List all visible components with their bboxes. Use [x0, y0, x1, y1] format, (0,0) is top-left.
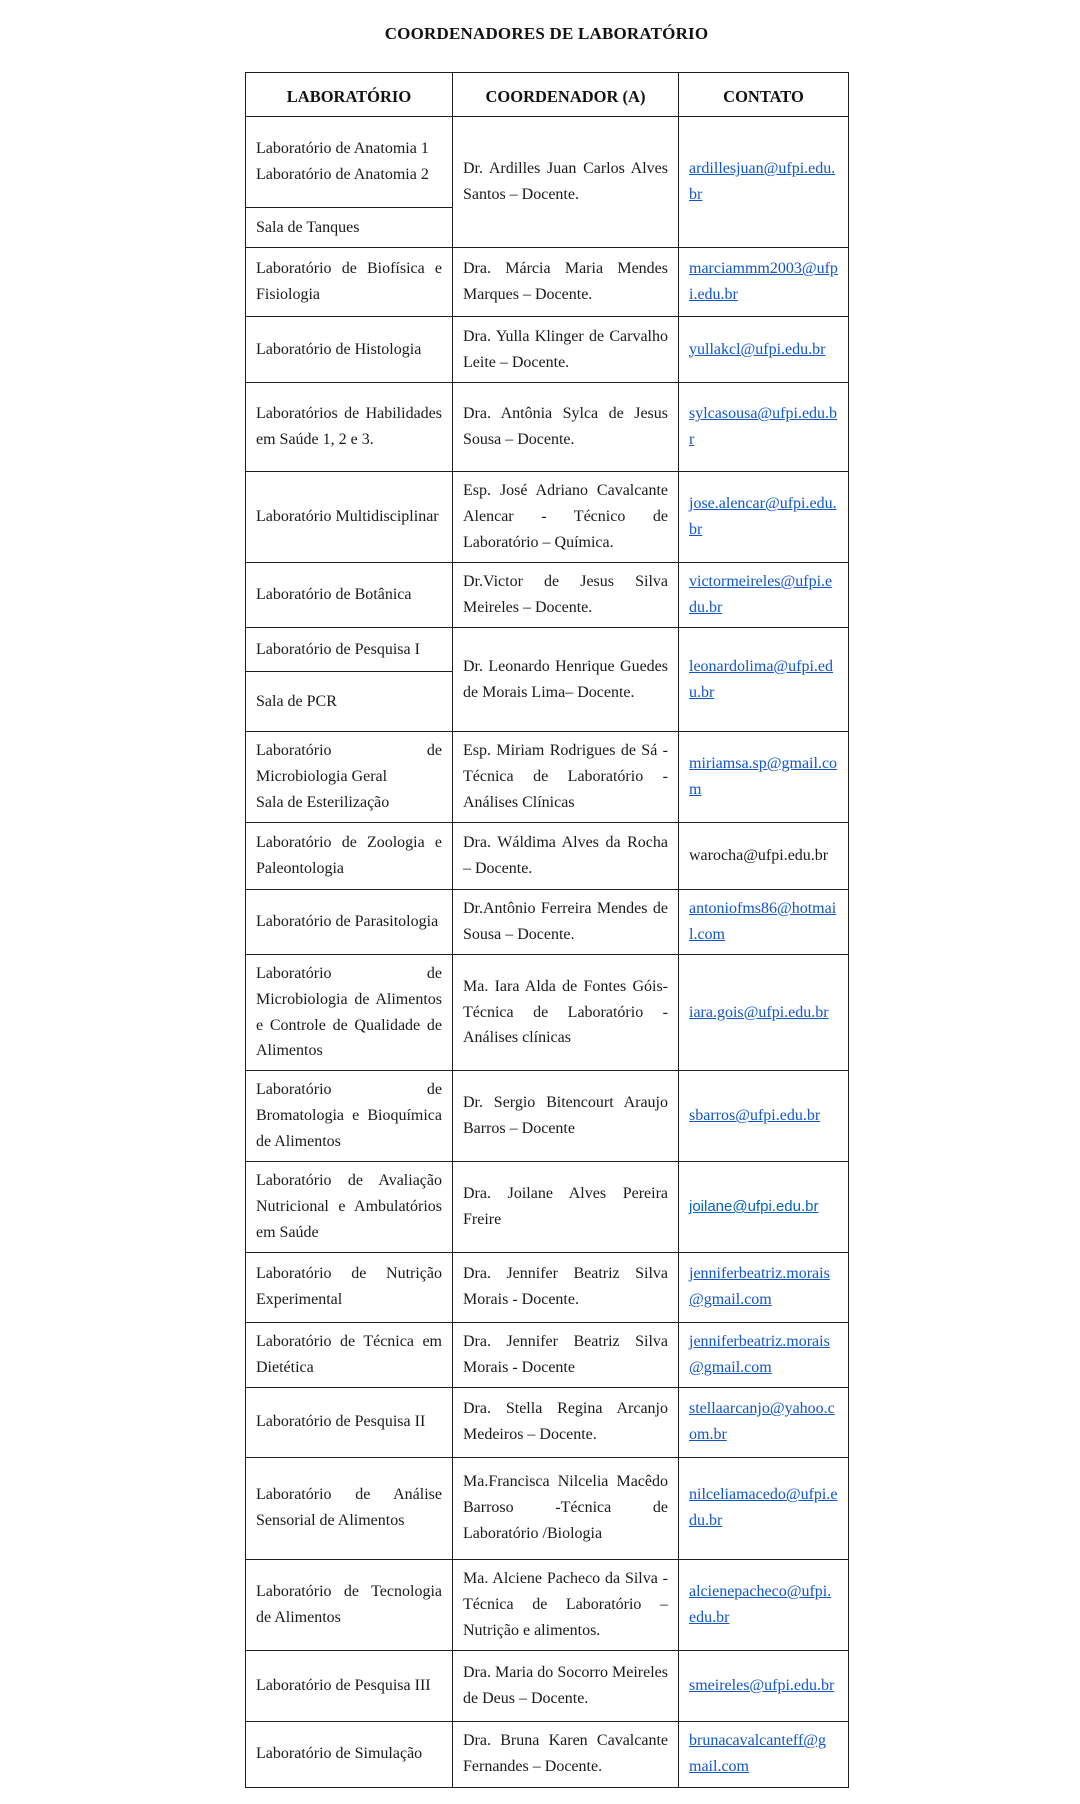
laboratory-name: Sala de Tanques [256, 218, 360, 236]
coordinator-cell: Ma.Francisca Nilcelia Macêdo Barroso -Técnica de Laboratório /Biologia [453, 1457, 679, 1559]
coordinator-cell: Dra. Yulla Klinger de Carvalho Leite – Docente. [453, 317, 679, 383]
laboratory-cell [246, 248, 453, 317]
coordinator-cell: Dra. Jennifer Beatriz Silva Morais - Docente [453, 1322, 679, 1387]
contact-cell [679, 1650, 849, 1721]
email-link[interactable]: joilane@ufpi.edu.br [689, 1197, 819, 1215]
email-link[interactable]: miriamsa.sp@gmail.com [689, 754, 838, 798]
table-row [246, 383, 849, 472]
laboratory-name: Laboratório de Técnica em Dietética [256, 1332, 442, 1376]
laboratory-cell [246, 208, 453, 248]
email-link[interactable]: smeireles@ufpi.edu.br [689, 1676, 835, 1694]
laboratory-name: Laboratório de Microbiologia de Alimentos e Controle de Qualidade de Alimentos [256, 964, 442, 1060]
laboratory-name: Sala de PCR [256, 692, 337, 710]
contact-cell [679, 472, 849, 563]
email-link[interactable]: nilceliamacedo@ufpi.edu.br [689, 1486, 838, 1530]
contact-cell [679, 563, 849, 628]
column-header-contact: CONTATO [679, 73, 849, 117]
coordinator-cell: Dr.Antônio Ferreira Mendes de Sousa – Docente. [453, 889, 679, 954]
table-row [246, 732, 849, 823]
laboratory-cell [246, 1650, 453, 1721]
coordinator-cell: Esp. Miriam Rodrigues de Sá - Técnica de Laboratório - Análises Clínicas [453, 732, 679, 823]
laboratory-cell [246, 472, 453, 563]
column-header-coordinator: COORDENADOR (A) [453, 73, 679, 117]
coordinator-cell: Dra. Maria do Socorro Meireles de Deus – Docente. [453, 1650, 679, 1721]
table-row [246, 117, 849, 208]
email-link[interactable]: sylcasousa@ufpi.edu.br [689, 405, 838, 448]
laboratory-name: Laboratório de Zoologia e Paleontologia [256, 833, 442, 877]
laboratory-name: Laboratório Multidisciplinar [256, 508, 439, 526]
contact-cell [679, 1162, 849, 1253]
header-row [246, 73, 849, 117]
table-row [246, 1457, 849, 1559]
coordinator-cell: Dra. Wáldima Alves da Rocha – Docente. [453, 822, 679, 889]
table-row [246, 889, 849, 954]
laboratory-name: Laboratório de Parasitologia [256, 912, 439, 930]
email-link[interactable]: antoniofms86@hotmail.com [689, 899, 837, 943]
laboratory-name: Laboratório de Tecnologia de Alimentos [256, 1582, 442, 1626]
coordinator-cell: Dra. Márcia Maria Mendes Marques – Docente. [453, 248, 679, 317]
contact-cell [679, 248, 849, 317]
email-link[interactable]: jose.alencar@ufpi.edu.br [689, 495, 837, 538]
table-row [246, 472, 849, 563]
page-title: COORDENADORES DE LABORATÓRIO [384, 24, 709, 43]
coordinators-table [245, 72, 849, 1788]
table-row [246, 1071, 849, 1162]
table-row [246, 628, 849, 672]
table-row [246, 1721, 849, 1787]
table-row [246, 317, 849, 383]
coordinator-cell: Ma. Alciene Pacheco da Silva - Técnica de Laboratório – Nutrição e alimentos. [453, 1559, 679, 1650]
contact-cell [679, 317, 849, 383]
email-link[interactable]: jenniferbeatriz.morais@gmail.com [689, 1265, 830, 1309]
laboratory-cell [246, 672, 453, 732]
coordinator-cell: Dra. Antônia Sylca de Jesus Sousa – Docente. [453, 383, 679, 472]
laboratory-name: Laboratórios de Habilidades em Saúde 1, 2 e 3. [256, 405, 442, 448]
laboratory-name: Laboratório de Pesquisa I [256, 640, 420, 658]
email-link[interactable]: sbarros@ufpi.edu.br [689, 1107, 821, 1125]
table-row [246, 1387, 849, 1457]
email-link[interactable]: jenniferbeatriz.morais@gmail.com [689, 1332, 830, 1376]
coordinator-cell: Dr. Sergio Bitencourt Araujo Barros – Docente [453, 1071, 679, 1162]
column-header-laboratory: LABORATÓRIO [246, 73, 453, 117]
laboratory-name: Laboratório de Nutrição Experimental [256, 1265, 442, 1309]
email-text: warocha@ufpi.edu.br [689, 846, 829, 864]
laboratory-name: Sala de Esterilização [256, 793, 390, 811]
email-link[interactable]: alcienepacheco@ufpi.edu.br [689, 1582, 832, 1626]
laboratory-cell [246, 317, 453, 383]
coordinator-cell: Dr. Leonardo Henrique Guedes de Morais Lima– Docente. [453, 628, 679, 732]
contact-cell [679, 1322, 849, 1387]
email-link[interactable]: marciammm2003@ufpi.edu.br [689, 260, 838, 303]
contact-cell [679, 1071, 849, 1162]
laboratory-name: Laboratório de Biofísica e Fisiologia [256, 260, 442, 303]
email-link[interactable]: leonardolima@ufpi.edu.br [689, 657, 834, 701]
table-row [246, 1559, 849, 1650]
table-row [246, 954, 849, 1071]
coordinator-cell: Dra. Jennifer Beatriz Silva Morais - Docente. [453, 1252, 679, 1322]
table-row [246, 1162, 849, 1253]
contact-cell [679, 889, 849, 954]
table-row [246, 248, 849, 317]
laboratory-cell [246, 383, 453, 472]
contact-cell [679, 383, 849, 472]
laboratory-name: Laboratório de Pesquisa III [256, 1676, 431, 1694]
lab-table-body [246, 117, 849, 1788]
email-link[interactable]: victormeireles@ufpi.edu.br [689, 573, 833, 616]
contact-cell [679, 822, 849, 889]
laboratory-cell [246, 1252, 453, 1322]
laboratory-name: Laboratório de Anatomia 2 [256, 166, 429, 183]
laboratory-name: Laboratório de Bromatologia e Bioquímica de Alimentos [256, 1081, 442, 1151]
table-header [246, 73, 849, 117]
contact-cell [679, 1559, 849, 1650]
contact-cell [679, 1457, 849, 1559]
coordinator-cell: Dra. Stella Regina Arcanjo Medeiros – Docente. [453, 1387, 679, 1457]
laboratory-name: Laboratório de Simulação [256, 1745, 423, 1763]
laboratory-cell [246, 1457, 453, 1559]
contact-cell [679, 732, 849, 823]
laboratory-cell [246, 732, 453, 823]
email-link[interactable]: iara.gois@ufpi.edu.br [689, 1003, 829, 1021]
laboratory-name: Laboratório de Botânica [256, 586, 412, 604]
contact-cell [679, 1387, 849, 1457]
coordinator-cell: Dr. Ardilles Juan Carlos Alves Santos – Docente. [453, 117, 679, 248]
email-link[interactable]: brunacavalcanteff@gmail.com [689, 1732, 827, 1776]
table-row [246, 563, 849, 628]
email-link[interactable]: stellaarcanjo@yahoo.com.br [689, 1400, 835, 1444]
laboratory-cell [246, 628, 453, 672]
laboratory-cell [246, 117, 453, 208]
laboratory-cell [246, 563, 453, 628]
laboratory-cell [246, 889, 453, 954]
contact-cell [679, 117, 849, 248]
table-row [246, 1252, 849, 1322]
laboratory-cell [246, 1559, 453, 1650]
coordinator-cell: Dra. Bruna Karen Cavalcante Fernandes – Docente. [453, 1721, 679, 1787]
laboratory-name: Laboratório de Pesquisa II [256, 1413, 426, 1431]
table-row [246, 1322, 849, 1387]
contact-cell [679, 628, 849, 732]
document-page [245, 0, 848, 1788]
email-link[interactable]: yullakcl@ufpi.edu.br [689, 340, 826, 358]
laboratory-cell [246, 954, 453, 1071]
contact-cell [679, 1721, 849, 1787]
table-row [246, 822, 849, 889]
contact-cell [679, 954, 849, 1071]
laboratory-name: Laboratório de Microbiologia Geral [256, 742, 442, 785]
email-link[interactable]: ardillesjuan@ufpi.edu.br [689, 160, 836, 203]
laboratory-cell [246, 1162, 453, 1253]
laboratory-cell [246, 1071, 453, 1162]
laboratory-cell [246, 1721, 453, 1787]
laboratory-name: Laboratório de Anatomia 1 [256, 140, 429, 158]
laboratory-name: Laboratório de Histologia [256, 340, 422, 358]
laboratory-cell [246, 1387, 453, 1457]
coordinator-cell: Dr.Victor de Jesus Silva Meireles – Docente. [453, 563, 679, 628]
table-row [246, 1650, 849, 1721]
contact-cell [679, 1252, 849, 1322]
laboratory-cell [246, 1322, 453, 1387]
coordinator-cell: Esp. José Adriano Cavalcante Alencar - Técnico de Laboratório – Química. [453, 472, 679, 563]
laboratory-cell [246, 822, 453, 889]
laboratory-name: Laboratório de Análise Sensorial de Alimentos [256, 1486, 442, 1530]
laboratory-name: Laboratório de Avaliação Nutricional e Ambulatórios em Saúde [256, 1172, 442, 1241]
coordinator-cell: Ma. Iara Alda de Fontes Góis- Técnica de Laboratório - Análises clínicas [453, 954, 679, 1071]
coordinator-cell: Dra. Joilane Alves Pereira Freire [453, 1162, 679, 1253]
